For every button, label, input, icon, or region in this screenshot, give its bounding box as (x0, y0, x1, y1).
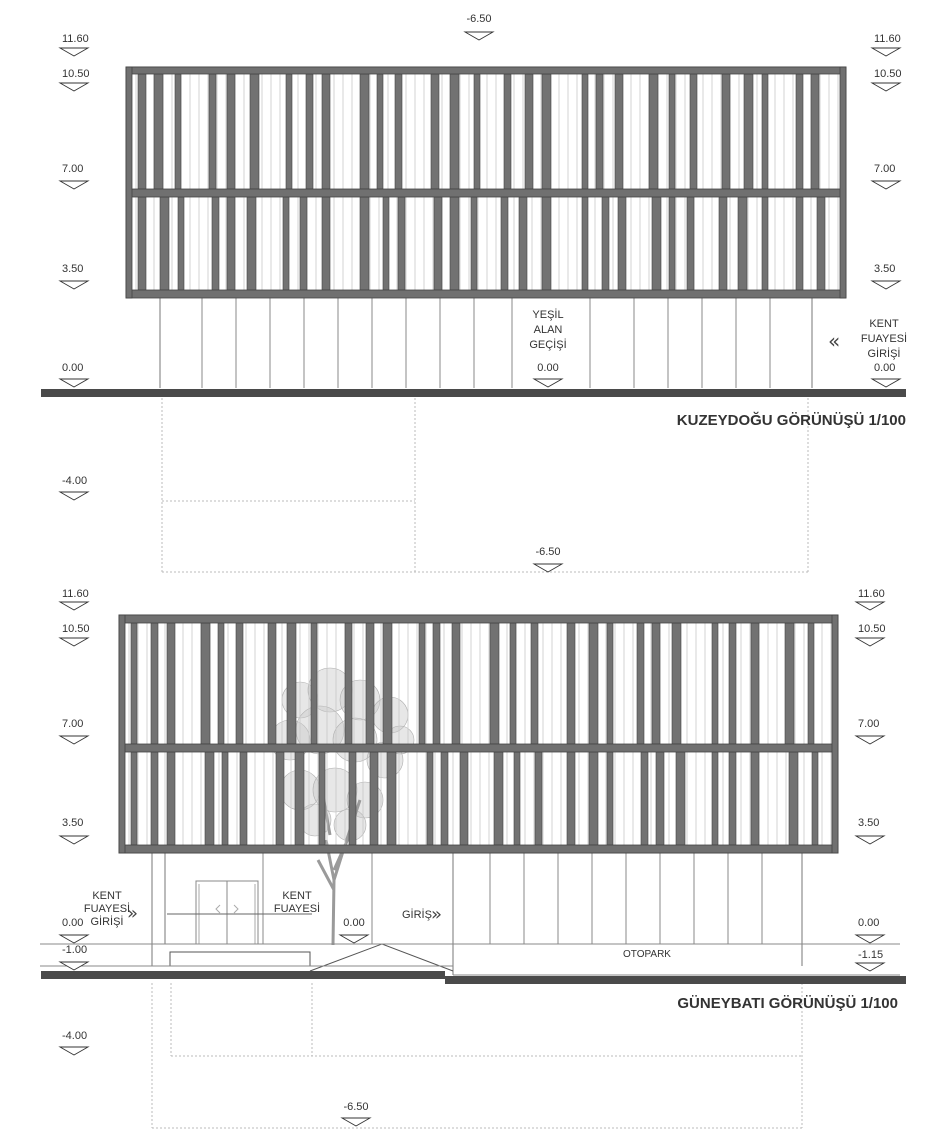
svg-text:0.00: 0.00 (537, 362, 559, 374)
facade-fin (395, 74, 402, 189)
facade-fin (205, 752, 214, 845)
level-marker-left-10-50-b (60, 623, 90, 646)
svg-text:FUAYESİ: FUAYESİ (273, 903, 321, 915)
facade-fin (434, 197, 442, 290)
svg-text:-6.50: -6.50 (466, 13, 492, 25)
facade-fin (615, 74, 623, 189)
facade-fin (387, 752, 396, 845)
facade-fin (762, 74, 768, 189)
facade-fin (212, 197, 219, 290)
level-marker-bottom-minus-6-50 (534, 546, 562, 572)
level-marker-right-3-50-b (856, 817, 884, 844)
level-marker-right-11-60 (872, 33, 901, 56)
facade-fin (427, 752, 433, 845)
facade-fin (295, 752, 304, 845)
svg-text:0.00: 0.00 (62, 917, 84, 929)
svg-text:7.00: 7.00 (874, 163, 896, 175)
svg-text:ALAN: ALAN (533, 324, 563, 336)
facade-fin (669, 197, 675, 290)
facade-fin (300, 197, 307, 290)
facade-fin (131, 623, 137, 744)
facade-fin (607, 752, 613, 845)
facade-fin (370, 752, 378, 845)
facade-fin (589, 623, 598, 744)
svg-text:3.50: 3.50 (62, 817, 84, 829)
city-foyer-label (274, 890, 320, 915)
facade-fin (751, 623, 759, 744)
svg-text:0.00: 0.00 (874, 362, 896, 374)
svg-text:3.50: 3.50 (874, 263, 896, 275)
svg-text:FUAYESİ: FUAYESİ (83, 903, 131, 915)
facade-fin (501, 197, 508, 290)
facade-fin (322, 197, 330, 290)
level-marker-right-7-00 (872, 163, 900, 189)
facade-fin (785, 623, 794, 744)
facade-fin (345, 623, 352, 744)
facade-fin (596, 74, 603, 189)
city-foyer-entrance-label-1 (861, 318, 907, 360)
facade-fin (452, 623, 460, 744)
facade-fin (687, 197, 694, 290)
facade-fin (729, 752, 736, 845)
facade-fin (240, 752, 247, 845)
level-marker-left-7-00 (60, 163, 88, 189)
elevation-2-title: GÜNEYBATI GÖRÜNÜŞÜ 1/100 (677, 995, 898, 1012)
svg-text:GEÇİŞİ: GEÇİŞİ (529, 339, 567, 351)
svg-text:-4.00: -4.00 (62, 1030, 88, 1042)
facade-fin (789, 752, 798, 845)
facade-fin (719, 197, 727, 290)
svg-text:KENT: KENT (282, 890, 312, 902)
facade-fin (712, 623, 718, 744)
facade-fin (796, 197, 803, 290)
level-marker-left-minus-4-00 (60, 475, 88, 500)
main-entrance-arrow-icon: » (431, 904, 443, 925)
svg-text:FUAYESİ: FUAYESİ (860, 333, 908, 345)
facade-fin (247, 197, 256, 290)
entrance-arrow-right-icon: » (127, 903, 139, 924)
facade-fin (419, 623, 425, 744)
facade-fin (589, 752, 598, 845)
svg-text:KENT: KENT (869, 318, 899, 330)
facade-fin (738, 197, 747, 290)
level-marker-left-11-60-b (60, 588, 89, 610)
facade-fin (227, 197, 235, 290)
facade-fin (160, 197, 169, 290)
facade-fin (360, 197, 369, 290)
svg-text:GİRİŞİ: GİRİŞİ (867, 348, 901, 360)
facade-fin (306, 74, 313, 189)
facade-fin (319, 752, 325, 845)
entrance-arrow-left-icon: « (828, 329, 841, 353)
facade-fin (618, 197, 626, 290)
facade-fin (383, 197, 389, 290)
level-marker-right-10-50 (872, 68, 902, 91)
facade-fin (652, 197, 661, 290)
facade-fin (712, 752, 718, 845)
ground-floor-2 (40, 852, 900, 975)
level-marker-top-minus-6-50 (465, 13, 493, 40)
city-foyer-entrance-label-2 (84, 890, 130, 928)
facade-fin (349, 752, 356, 845)
facade-fin (817, 197, 825, 290)
svg-text:-6.50: -6.50 (535, 546, 561, 558)
facade-fin (450, 74, 459, 189)
level-marker-entrance-0-00 (340, 917, 368, 943)
facade-fin (652, 623, 660, 744)
elevation-southwest (40, 588, 906, 1128)
facade-fin (286, 74, 292, 189)
entrance-label: GİRİŞ (402, 909, 432, 921)
facade-fin (383, 623, 392, 744)
svg-text:YEŞİL: YEŞİL (532, 309, 564, 321)
facade-fin (607, 623, 613, 744)
facade-fin (201, 623, 210, 744)
parking-label: OTOPARK (623, 949, 671, 960)
facade-fin (504, 74, 511, 189)
facade-fin (151, 623, 158, 744)
facade-fin (535, 752, 542, 845)
level-marker-right-0-00-b (856, 917, 884, 943)
svg-text:7.00: 7.00 (62, 718, 84, 730)
facade-fin (236, 623, 243, 744)
facade-fin (218, 623, 224, 744)
facade-fin (808, 623, 814, 744)
facade-fin (138, 197, 146, 290)
level-marker-left-7-00-b (60, 718, 88, 744)
facade-fin (154, 74, 163, 189)
level-marker-left-minus-4-00-b (60, 1030, 88, 1055)
facade-fin (474, 74, 480, 189)
upper-floors-facade-2 (119, 615, 838, 853)
facade-fin (762, 197, 768, 290)
level-marker-right-3-50 (872, 263, 900, 289)
green-passage-label (529, 308, 566, 351)
facade-fin (450, 197, 459, 290)
facade-fin (525, 74, 533, 189)
facade-fin (268, 623, 276, 744)
svg-text:11.60: 11.60 (62, 33, 89, 45)
level-marker-right-minus-1-15 (856, 949, 884, 971)
facade-fin (519, 197, 527, 290)
facade-fin (276, 752, 284, 845)
facade-fin (377, 74, 383, 189)
facade-fin (283, 197, 289, 290)
svg-text:11.60: 11.60 (858, 588, 885, 600)
svg-text:-6.50: -6.50 (343, 1101, 369, 1113)
facade-fin (431, 74, 439, 189)
facade-fin (322, 74, 330, 189)
svg-text:-4.00: -4.00 (62, 475, 88, 487)
facade-fin (151, 752, 158, 845)
level-marker-left-3-50-b (60, 817, 88, 844)
facade-fin (510, 623, 516, 744)
facade-fin (222, 752, 228, 845)
facade-fin (366, 623, 374, 744)
svg-text:3.50: 3.50 (62, 263, 84, 275)
facade-fin (311, 623, 317, 744)
svg-text:11.60: 11.60 (874, 33, 901, 45)
svg-text:KENT: KENT (92, 890, 122, 902)
ground-floor-glazing-1 (160, 298, 812, 388)
facade-fin (175, 74, 181, 189)
facade-fin (433, 623, 440, 744)
level-marker-left-3-50 (60, 263, 88, 289)
facade-fin (649, 74, 658, 189)
facade-fin (398, 197, 405, 290)
svg-text:10.50: 10.50 (858, 623, 886, 635)
svg-text:-1.15: -1.15 (858, 949, 884, 961)
svg-text:0.00: 0.00 (62, 362, 84, 374)
facade-fin (360, 74, 369, 189)
facade-fin (494, 752, 503, 845)
ground-slab-1 (41, 389, 906, 397)
svg-text:0.00: 0.00 (858, 917, 880, 929)
level-marker-right-10-50-b (856, 623, 886, 646)
level-marker-bottom-minus-6-50-b (342, 1101, 370, 1126)
facade-fin (287, 623, 296, 744)
facade-fin (531, 623, 538, 744)
facade-fin (582, 197, 588, 290)
facade-fin (567, 623, 575, 744)
elevation-1-title: KUZEYDOĞU GÖRÜNÜŞÜ 1/100 (676, 412, 906, 429)
level-marker-right-11-60-b (856, 588, 885, 610)
level-marker-left-11-60 (60, 33, 89, 56)
facade-fin (656, 752, 664, 845)
facade-fin (729, 623, 736, 744)
svg-text:10.50: 10.50 (874, 68, 902, 80)
svg-text:10.50: 10.50 (62, 68, 90, 80)
svg-text:7.00: 7.00 (62, 163, 84, 175)
svg-text:7.00: 7.00 (858, 718, 880, 730)
facade-fin (167, 752, 175, 845)
facade-fin (582, 74, 588, 189)
facade-fin (460, 752, 468, 845)
facade-fin (751, 752, 759, 845)
facade-fin (669, 74, 675, 189)
elevation-northeast (41, 13, 907, 572)
facade-fin (441, 752, 448, 845)
level-marker-center-0-00 (534, 362, 562, 387)
facade-fin (542, 74, 551, 189)
facade-fin (131, 752, 137, 845)
facade-fin (812, 752, 818, 845)
facade-fin (138, 74, 146, 189)
facade-fin (209, 74, 216, 189)
upper-floors-facade-1 (126, 67, 846, 298)
facade-fin (227, 74, 235, 189)
facade-fin (672, 623, 681, 744)
facade-fin (514, 752, 520, 845)
level-marker-right-0-00 (872, 362, 900, 387)
svg-text:10.50: 10.50 (62, 623, 90, 635)
facade-fin (178, 197, 184, 290)
facade-fin (744, 74, 753, 189)
svg-text:-1.00: -1.00 (62, 944, 88, 956)
facade-fin (811, 74, 819, 189)
level-marker-left-0-00-b (60, 917, 88, 943)
facade-fin (796, 74, 803, 189)
facade-fin (490, 623, 499, 744)
level-marker-left-0-00 (60, 362, 88, 387)
svg-text:11.60: 11.60 (62, 588, 89, 600)
level-marker-right-7-00-b (856, 718, 884, 744)
level-marker-left-10-50 (60, 68, 90, 91)
facade-fin (637, 623, 644, 744)
svg-text:3.50: 3.50 (858, 817, 880, 829)
svg-text:GİRİŞİ: GİRİŞİ (90, 916, 124, 928)
svg-text:0.00: 0.00 (343, 917, 365, 929)
facade-fin (471, 197, 477, 290)
facade-fin (567, 752, 575, 845)
facade-fin (542, 197, 551, 290)
facade-fin (676, 752, 685, 845)
facade-fin (641, 752, 648, 845)
ground-slab-2 (41, 971, 906, 984)
facade-fin (167, 623, 175, 744)
facade-fin (690, 74, 697, 189)
facade-fin (250, 74, 259, 189)
facade-fin (722, 74, 730, 189)
facade-fin (602, 197, 609, 290)
